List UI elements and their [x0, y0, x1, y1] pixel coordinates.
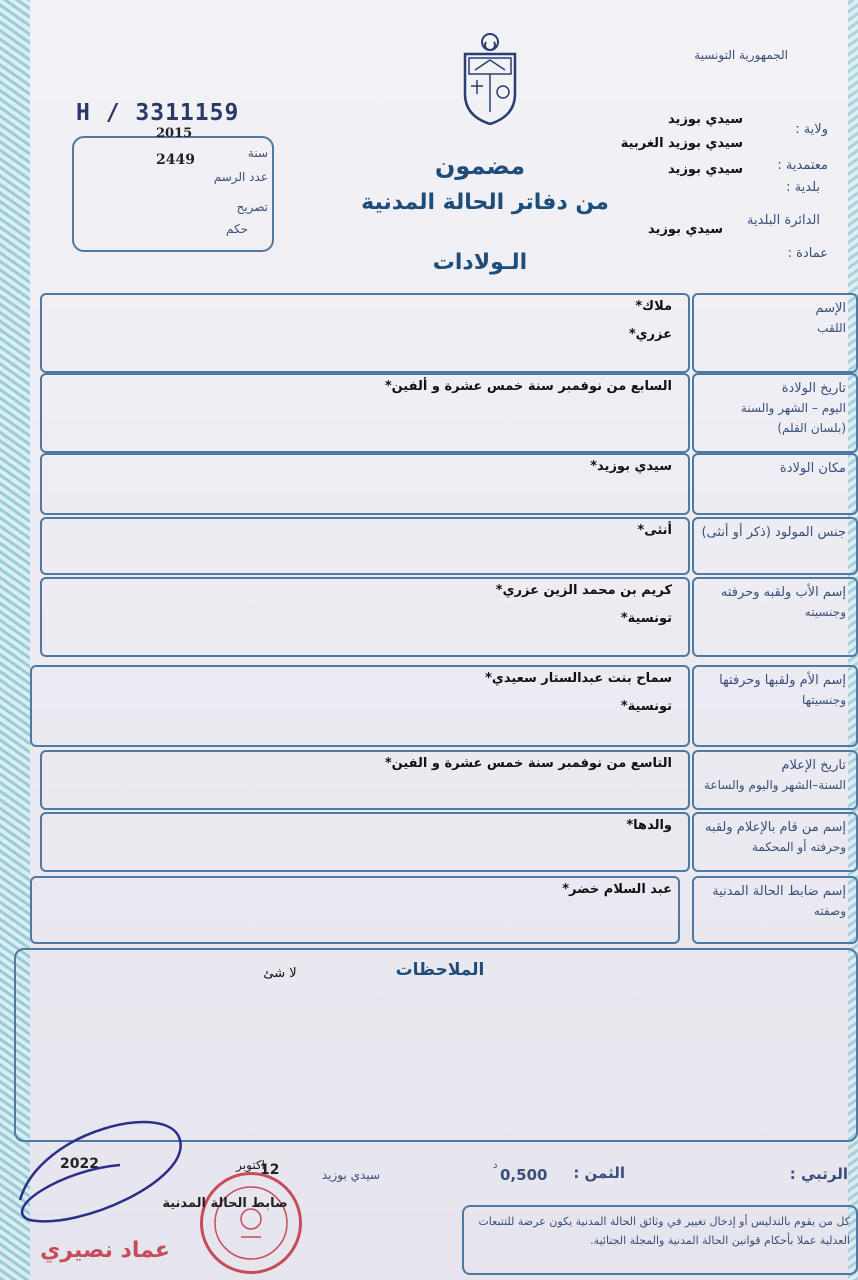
field-value: التاسع من نوفمبر سنة خمس عشرة و الفين* [384, 756, 672, 771]
officer-title: ضابط الحالة المدنية [162, 1196, 288, 1211]
field-label-3: (بلسان القلم) [777, 421, 846, 435]
field-value: ملاك* [635, 299, 672, 314]
field-value-2: عزري* [628, 327, 672, 342]
notes-label: الملاحظات [395, 960, 485, 980]
imada-label: عمادة : [787, 246, 828, 261]
field-label-2: وجنسيتها [802, 693, 846, 707]
field-label-2: اليوم – الشهر والسنة [740, 401, 846, 415]
footer-date-day: 12 [260, 1162, 280, 1178]
registration-year-label: سنة [247, 146, 268, 160]
footer-price-value: 0,500 [500, 1166, 548, 1184]
field-label: تاريخ الإعلام [781, 758, 846, 773]
notes-value: لا شئ [263, 966, 297, 981]
footer-date-month: اكتوبر [236, 1158, 265, 1172]
field-label: إسم الأب ولقبه وحرفته [720, 585, 846, 600]
field-label: تاريخ الولادة [781, 381, 846, 396]
field-value-2: تونسية* [620, 611, 672, 626]
title-line1: مضمون [434, 152, 526, 180]
field-value: سماح بنت عبدالستار سعيدي* [485, 671, 672, 686]
registration-number-label: عدد الرسم [213, 170, 268, 184]
baladia-value: سيدي بوزيد [668, 162, 743, 177]
field-value: سيدي بوزيد* [590, 459, 672, 474]
footer-serial-label: الرتبي : [789, 1165, 848, 1183]
coat-of-arms-icon [455, 30, 525, 125]
republic-label: الجمهورية التونسية [694, 48, 788, 62]
mootamadia-value: سيدي بوزيد الغربية [620, 136, 743, 151]
field-label: جنس المولود (ذكر أو أنثى) [701, 525, 846, 540]
footer-price-label: الثمن : [573, 1164, 625, 1182]
footer-date-year: 2022 [60, 1156, 99, 1172]
field-label: إسم الأم ولقبها وحرفتها [719, 673, 846, 688]
field-label-2: السنة–الشهر واليوم والساعة [703, 778, 846, 792]
field-value: عبد السلام خضر* [562, 882, 672, 897]
registration-declaration-label: تصريح [236, 200, 268, 214]
baladia-label: بلدية : [786, 180, 820, 195]
field-value: كريم بن محمد الزين عزري* [495, 583, 672, 598]
field-label: مكان الولادة [779, 461, 846, 476]
title-line2: من دفاتر الحالة المدنية [361, 190, 609, 215]
serial-number: H / 3311159 [76, 100, 240, 126]
footer-price-unit: د [493, 1160, 498, 1171]
footer-place: سيدي بوزيد [321, 1168, 380, 1182]
registration-judgment-label: حكم [225, 222, 248, 236]
officer-name-stamp: عماد نصيري [40, 1238, 170, 1263]
field-value-2: تونسية* [620, 699, 672, 714]
field-value: السابع من نوفمبر سنة خمس عشرة و ألفين* [384, 379, 672, 394]
field-label-2: وجنسيته [804, 605, 846, 619]
mootamadia-label: معتمدية : [777, 158, 828, 173]
field-label: إسم من قام بالإعلام ولقبه [704, 820, 846, 835]
daira-label: الدائرة البلدية [747, 213, 820, 228]
wilaya-label: ولاية : [795, 122, 828, 137]
signature-icon [0, 1110, 200, 1240]
footer-warning: كل من يقوم بالتدليس أو إدخال تغيير في وثائق الحالة المدنية يكون عرضة للتتبعات العدلية عملا بأحكام قوانين الحالة المدنية والمجلة الجنائية. [478, 1215, 850, 1247]
registration-year-value: 2015 [156, 126, 193, 141]
official-stamp [200, 1172, 302, 1274]
field-value: أنثى* [637, 523, 672, 538]
field-label: الإسم [815, 301, 846, 316]
daira-value: سيدي بوزيد [648, 222, 723, 237]
field-label-2: وحرفته أو المحكمة [751, 840, 846, 854]
wilaya-value: سيدي بوزيد [668, 112, 743, 127]
field-label: إسم ضابط الحالة المدنية [712, 884, 846, 899]
field-label-2: وصفته [813, 904, 846, 918]
registration-number-value: 2449 [156, 152, 195, 168]
field-value: والدها* [626, 818, 672, 833]
field-label-2: اللقب [817, 321, 846, 335]
title-line3: الـولادات [432, 250, 528, 275]
